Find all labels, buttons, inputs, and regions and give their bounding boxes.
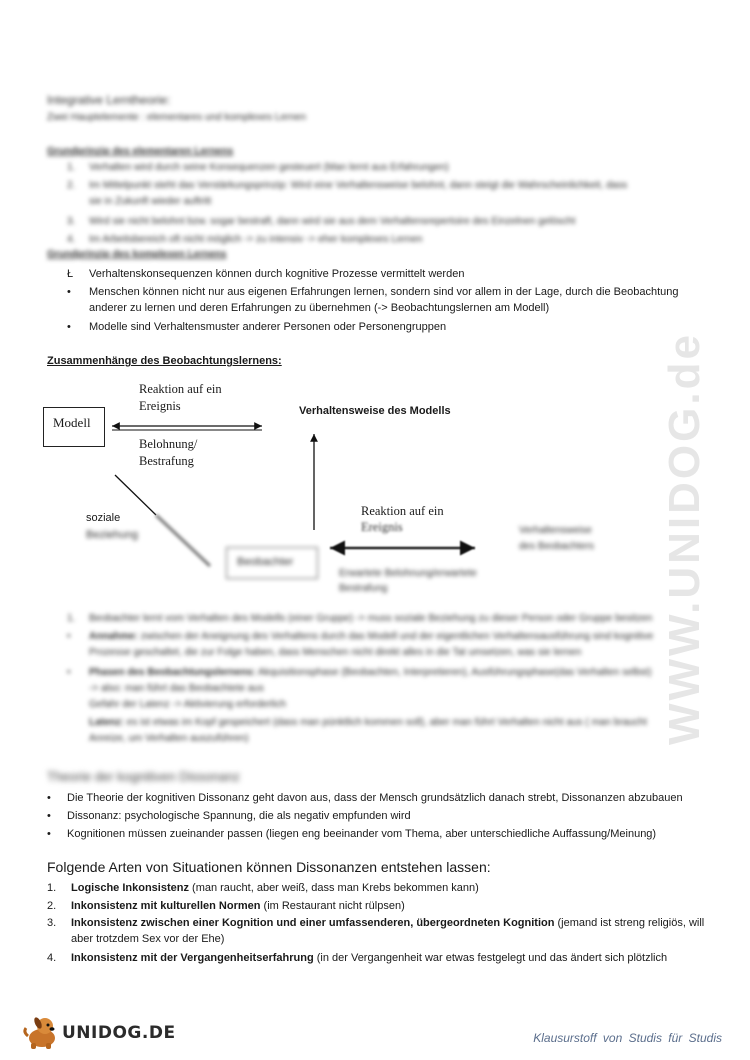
list-marker: 2.	[67, 180, 76, 191]
list-label: Annahme:	[89, 631, 138, 642]
list-marker: 3.	[67, 216, 76, 227]
situations-heading: Folgende Arten von Situationen können Dissonanzen entstehen lassen:	[47, 859, 491, 875]
list-text: Menschen können nicht nur aus eigenen Erfahrungen lernen, sondern sind vor allem in der Lage, durch die Beobachtung	[89, 286, 679, 298]
social-label-line-1: soziale	[86, 512, 121, 524]
list-text: Im Arbeitsbereich oft nicht möglich -> zu intensiv -> eher komplexes Lernen	[89, 234, 423, 245]
list-marker: •	[67, 286, 71, 298]
list-item	[47, 808, 727, 824]
list-marker: •	[47, 828, 51, 840]
social-relation-line-2	[156, 515, 210, 566]
list-text: Akquisitionsphase (Beobachten, Interpretieren), Ausführungsphase(das Verhalten selbst)	[257, 667, 652, 678]
list-text: (in der Vergangenheit war etwas festgelegt und das ändert sich plötzlich	[313, 952, 668, 964]
list-text: (im Restaurant nicht rülpsen)	[260, 900, 405, 912]
list-marker: •	[67, 667, 71, 678]
list-marker: •	[67, 321, 71, 333]
list-bold: Inkonsistenz mit kulturellen Normen	[71, 900, 261, 912]
list-marker: Ł	[67, 268, 74, 280]
page-title: Integrative Lerntheorie:	[47, 93, 171, 107]
list-text: Verhalten wird durch seine Konsequenzen gesteuert (Man lernt aus Erfahrungen)	[89, 162, 449, 173]
list-item	[47, 880, 727, 896]
list-text: -> also: man führt das Beobachtete aus	[89, 683, 264, 694]
list-text: Beobachter lernt vom Verhalten des Modells (einer Gruppe) -> muss soziale Beziehung zu dieser Person oder Gruppe besitzen	[89, 613, 653, 624]
list-item	[67, 665, 707, 713]
elementary-heading: Grundprinzip des elementaren Lernens	[47, 146, 234, 157]
page-subtitle: Zwei Hauptelemente : elementares und komplexes Lernen	[47, 112, 307, 123]
behavior-observer-line-1: Verhaltensweise	[519, 525, 592, 536]
reaction-label-right-line-1: Reaktion auf ein	[361, 504, 444, 518]
behavior-observer-label	[519, 523, 594, 555]
list-text: Die Theorie der kognitiven Dissonanz geht davon aus, dass der Mensch grundsätzlich danach strebt, Dissonanzen abzubauen	[67, 792, 683, 804]
list-item	[47, 826, 727, 842]
list-text: Gefahr der Latenz -> Aktivierung erforderlich	[89, 699, 287, 710]
complex-heading: Grundprinzip des komplexen Lernens	[47, 249, 227, 260]
list-text: Verhaltenskonsequenzen können durch kognitive Prozesse vermittelt werden	[89, 268, 465, 280]
list-text: Prozesse geschaltet, die zur Folge haben, dass Menschen nicht direkt alles in die Tat umsetzen, was sie lernen	[89, 647, 582, 658]
model-box-label: Modell	[53, 415, 91, 430]
list-number: 4.	[47, 952, 57, 964]
list-label: Latenz:	[89, 717, 124, 728]
reaction-label-right	[361, 503, 444, 535]
list-marker: 1.	[67, 613, 76, 624]
list-label: Phasen des Beobachtungslernens:	[89, 667, 256, 678]
list-text: (jemand ist streng religiös, will	[554, 917, 705, 929]
list-item	[67, 715, 707, 747]
list-item	[67, 629, 707, 661]
footer-logo: UNIDOG.DE	[62, 1023, 176, 1043]
list-item	[47, 950, 727, 966]
list-text: Anreize, um Verhalten auszuführen)	[89, 733, 249, 744]
behavior-model-label: Verhaltensweise des Modells	[299, 405, 451, 417]
observer-box-label: Beobachter	[237, 556, 294, 568]
list-marker: •	[47, 810, 51, 822]
list-marker: •	[47, 792, 51, 804]
list-number: 2.	[47, 900, 57, 912]
dog-logo-icon	[22, 1014, 62, 1050]
list-marker: 1.	[67, 162, 76, 173]
list-number: 1.	[47, 882, 57, 894]
list-text: Kognitionen müssen zueinander passen (liegen eng beeinander vom Thema, aber unterschiedliche Auffassung/Meinung)	[67, 828, 657, 840]
reaction-label-right-line-2: Ereignis	[361, 520, 403, 534]
social-label	[86, 510, 138, 544]
reward-label	[139, 436, 197, 470]
reaction-label-top-line-2: Ereignis	[139, 399, 181, 413]
behavior-observer-line-2: des Beobachters	[519, 541, 595, 552]
reward-label-line-1: Belohnung/	[139, 437, 198, 451]
list-bold: Inkonsistenz zwischen einer Kognition und einer umfassenderen, übergeordneten Kognition	[71, 917, 555, 929]
dissonance-heading: Theorie der kognitiven Dissonanz	[47, 769, 240, 784]
list-text: Im Mittelpunkt steht das Verstärkungsprinzip: Wird eine Verhaltensweise belohnt, dann steigt die Wahrscheinlichkeit, dass	[89, 180, 628, 191]
social-relation-line-1	[115, 475, 156, 515]
footer-tagline: Klausurstoff von Studis für Studis	[533, 1031, 722, 1045]
list-text: anderer zu lernen und deren Erfahrungen zu übernehmen (-> Beobachtungslernen am Modell)	[89, 302, 550, 314]
list-text: aber trotzdem Sex vor der Ehe)	[71, 933, 225, 945]
expected-label-line-2: Bestrafung	[339, 583, 388, 594]
list-text: zwischen der Aneignung des Verhaltens durch das Modell und der eigentlichen Verhaltensausführung sind kognitive	[140, 631, 654, 642]
model-box	[43, 407, 105, 447]
reward-label-line-2: Bestrafung	[139, 454, 194, 468]
list-item	[47, 915, 727, 947]
list-text: (man raucht, aber weiß, dass man Krebs bekommen kann)	[188, 882, 479, 894]
list-marker: •	[67, 631, 71, 642]
list-item	[47, 790, 727, 806]
reaction-label-top	[139, 381, 222, 415]
list-item	[67, 611, 707, 627]
list-text: sie in Zukunft wieder auftritt	[89, 196, 212, 207]
list-text: Modelle sind Verhaltensmuster anderer Personen oder Personengruppen	[89, 321, 447, 333]
list-bold: Logische Inkonsistenz	[71, 882, 189, 894]
list-bold: Inkonsistenz mit der Vergangenheitserfahrung	[71, 952, 314, 964]
expected-label-line-1: Erwartete Belohnung/erwartete	[339, 568, 477, 579]
list-marker: 4.	[67, 234, 76, 245]
diagram-heading: Zusammenhänge des Beobachtungslernens:	[47, 355, 282, 367]
observer-box	[226, 547, 318, 579]
list-item	[47, 898, 727, 914]
social-label-line-2: Beziehung	[86, 529, 138, 541]
list-text: Wird sie nicht belohnt bzw. sogar bestraft, dann wird sie aus dem Verhaltensrepertoire des Einzelnen gelöscht	[89, 216, 576, 227]
expected-label	[339, 566, 477, 596]
reaction-label-top-line-1: Reaktion auf ein	[139, 382, 222, 396]
watermark-text: WWW.UNIDOG.de	[660, 332, 709, 745]
list-text: es ist etwas im Kopf gespeichert (dass man pünktlich kommen soll), aber man führt Verhalten nicht aus ( man braucht	[126, 717, 648, 728]
list-number: 3.	[47, 917, 57, 929]
list-text: Dissonanz: psychologische Spannung, die als negativ empfunden wird	[67, 810, 411, 822]
